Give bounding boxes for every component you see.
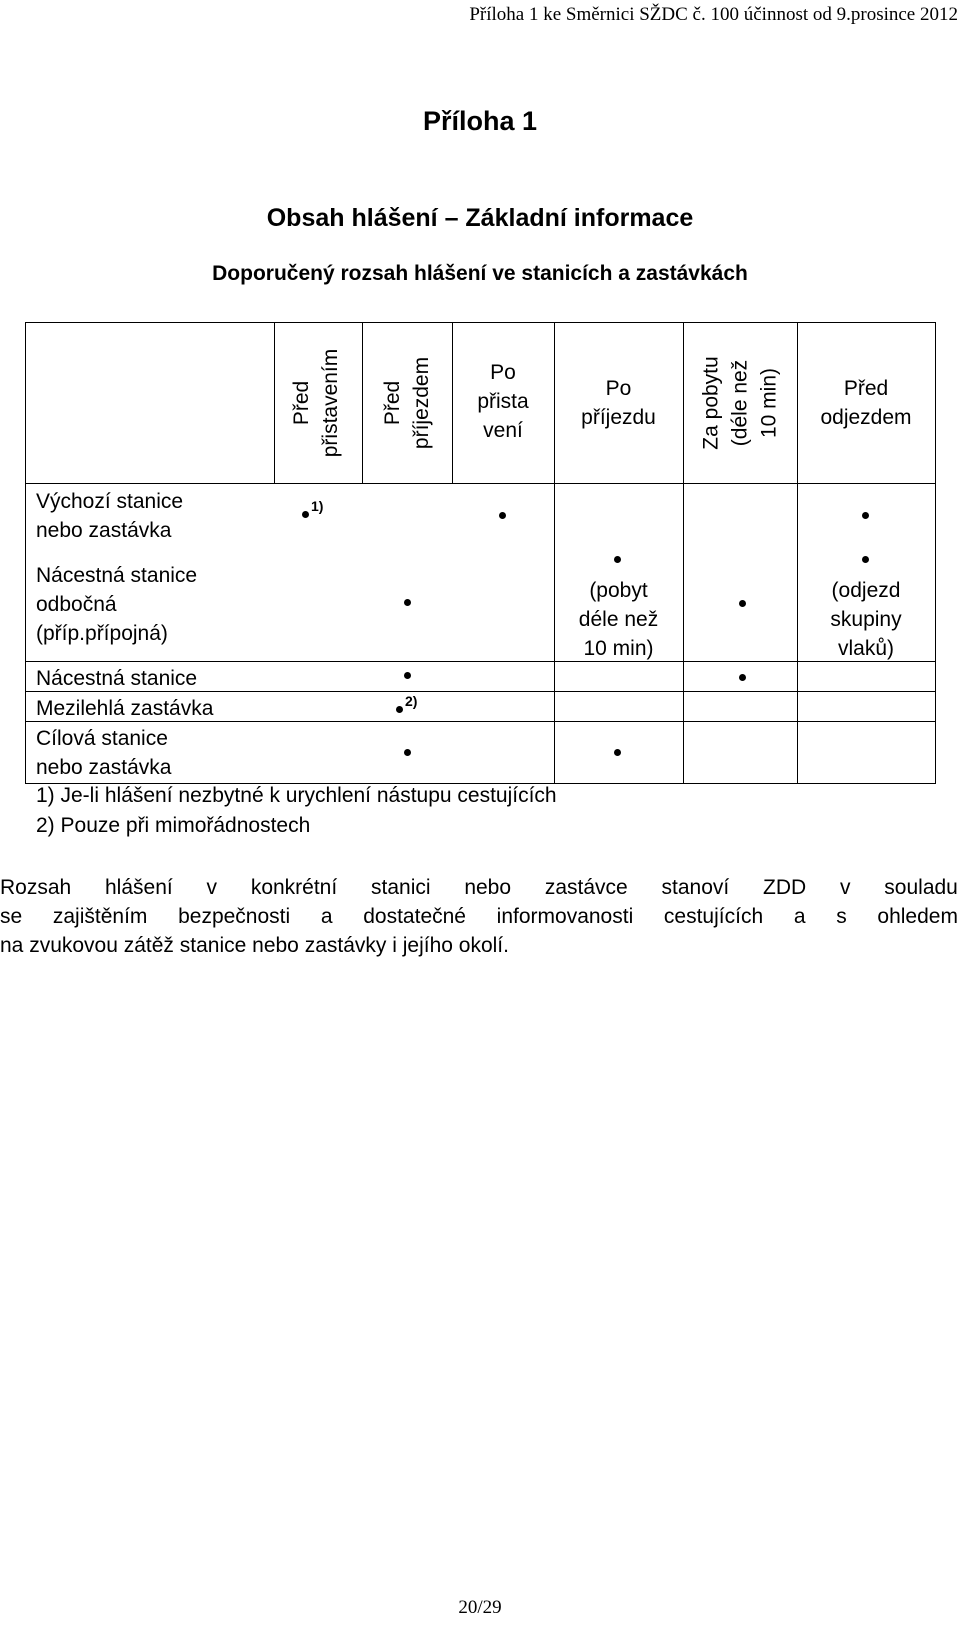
bullet-dot: [302, 511, 309, 518]
bullet-dot: [739, 674, 746, 681]
row-label-nacestna: Nácestná stanice: [36, 667, 198, 690]
row-label-mezilehla: Mezilehlá zastávka: [36, 697, 214, 720]
announcement-table: [0, 0, 960, 800]
row-label-cilova: Cílová stanice nebo zastávka: [36, 727, 172, 779]
bullet-dot: [396, 706, 403, 713]
bullet-dot: [739, 600, 746, 607]
body-paragraph: [0, 873, 958, 960]
col-header-pred-odjezdem: Před odjezdem: [820, 377, 912, 429]
page-title: Příloha 1: [422, 106, 538, 136]
bullet-dot: [614, 749, 621, 756]
row-label-vychozi: Výchozí stanice nebo zastávka: [36, 490, 184, 542]
bullet-dot: [404, 599, 411, 606]
page-number: 20/29: [458, 1597, 502, 1618]
paragraph-line: na zvukovou zátěž stanice nebo zastávky i jejího okolí.: [0, 934, 509, 957]
col-header-pred-pristavenim: Před přistavením: [290, 348, 342, 458]
col-header-za-pobytu: Za pobytu (déle než 10 min): [699, 356, 781, 450]
col-header-po-pristaveni: Po přista vení: [477, 361, 529, 442]
footnote-1: 1) Je-li hlášení nezbytné k urychlení nástupu cestujících: [36, 784, 557, 807]
col-header-pred-prijezdem: Před příjezdem: [381, 356, 433, 450]
bullet-dot: [404, 749, 411, 756]
row-label-nacestna-odbocna: Nácestná stanice odbočná (příp.přípojná): [36, 564, 198, 645]
paragraph-line: Rozsah hlášení v konkrétní stanici nebo zastávce stanoví ZDD v souladu: [0, 876, 958, 899]
bullet-dot: [404, 672, 411, 679]
superscript-2: 2): [405, 693, 418, 709]
section-subtitle: Doporučený rozsah hlášení ve stanicích a zastávkách: [212, 262, 748, 285]
bullet-dot: [862, 512, 869, 519]
superscript-1: 1): [311, 498, 324, 514]
page-header: Příloha 1 ke Směrnici SŽDC č. 100 účinnost od 9.prosince 2012: [469, 4, 958, 25]
note-pobyt: (pobyt déle než 10 min): [578, 579, 659, 660]
col-header-po-prijezdu: Po příjezdu: [581, 377, 656, 429]
bullet-dot: [614, 556, 621, 563]
paragraph-line: se zajištěním bezpečnosti a dostatečné informovanosti cestujících a s ohledem: [0, 905, 958, 928]
bullet-dot: [499, 512, 506, 519]
section-title: Obsah hlášení – Základní informace: [266, 204, 694, 232]
footnote-2: 2) Pouze při mimořádnostech: [36, 814, 311, 837]
note-odjezd: (odjezd skupiny vlaků): [830, 579, 902, 660]
bullet-dot: [862, 556, 869, 563]
